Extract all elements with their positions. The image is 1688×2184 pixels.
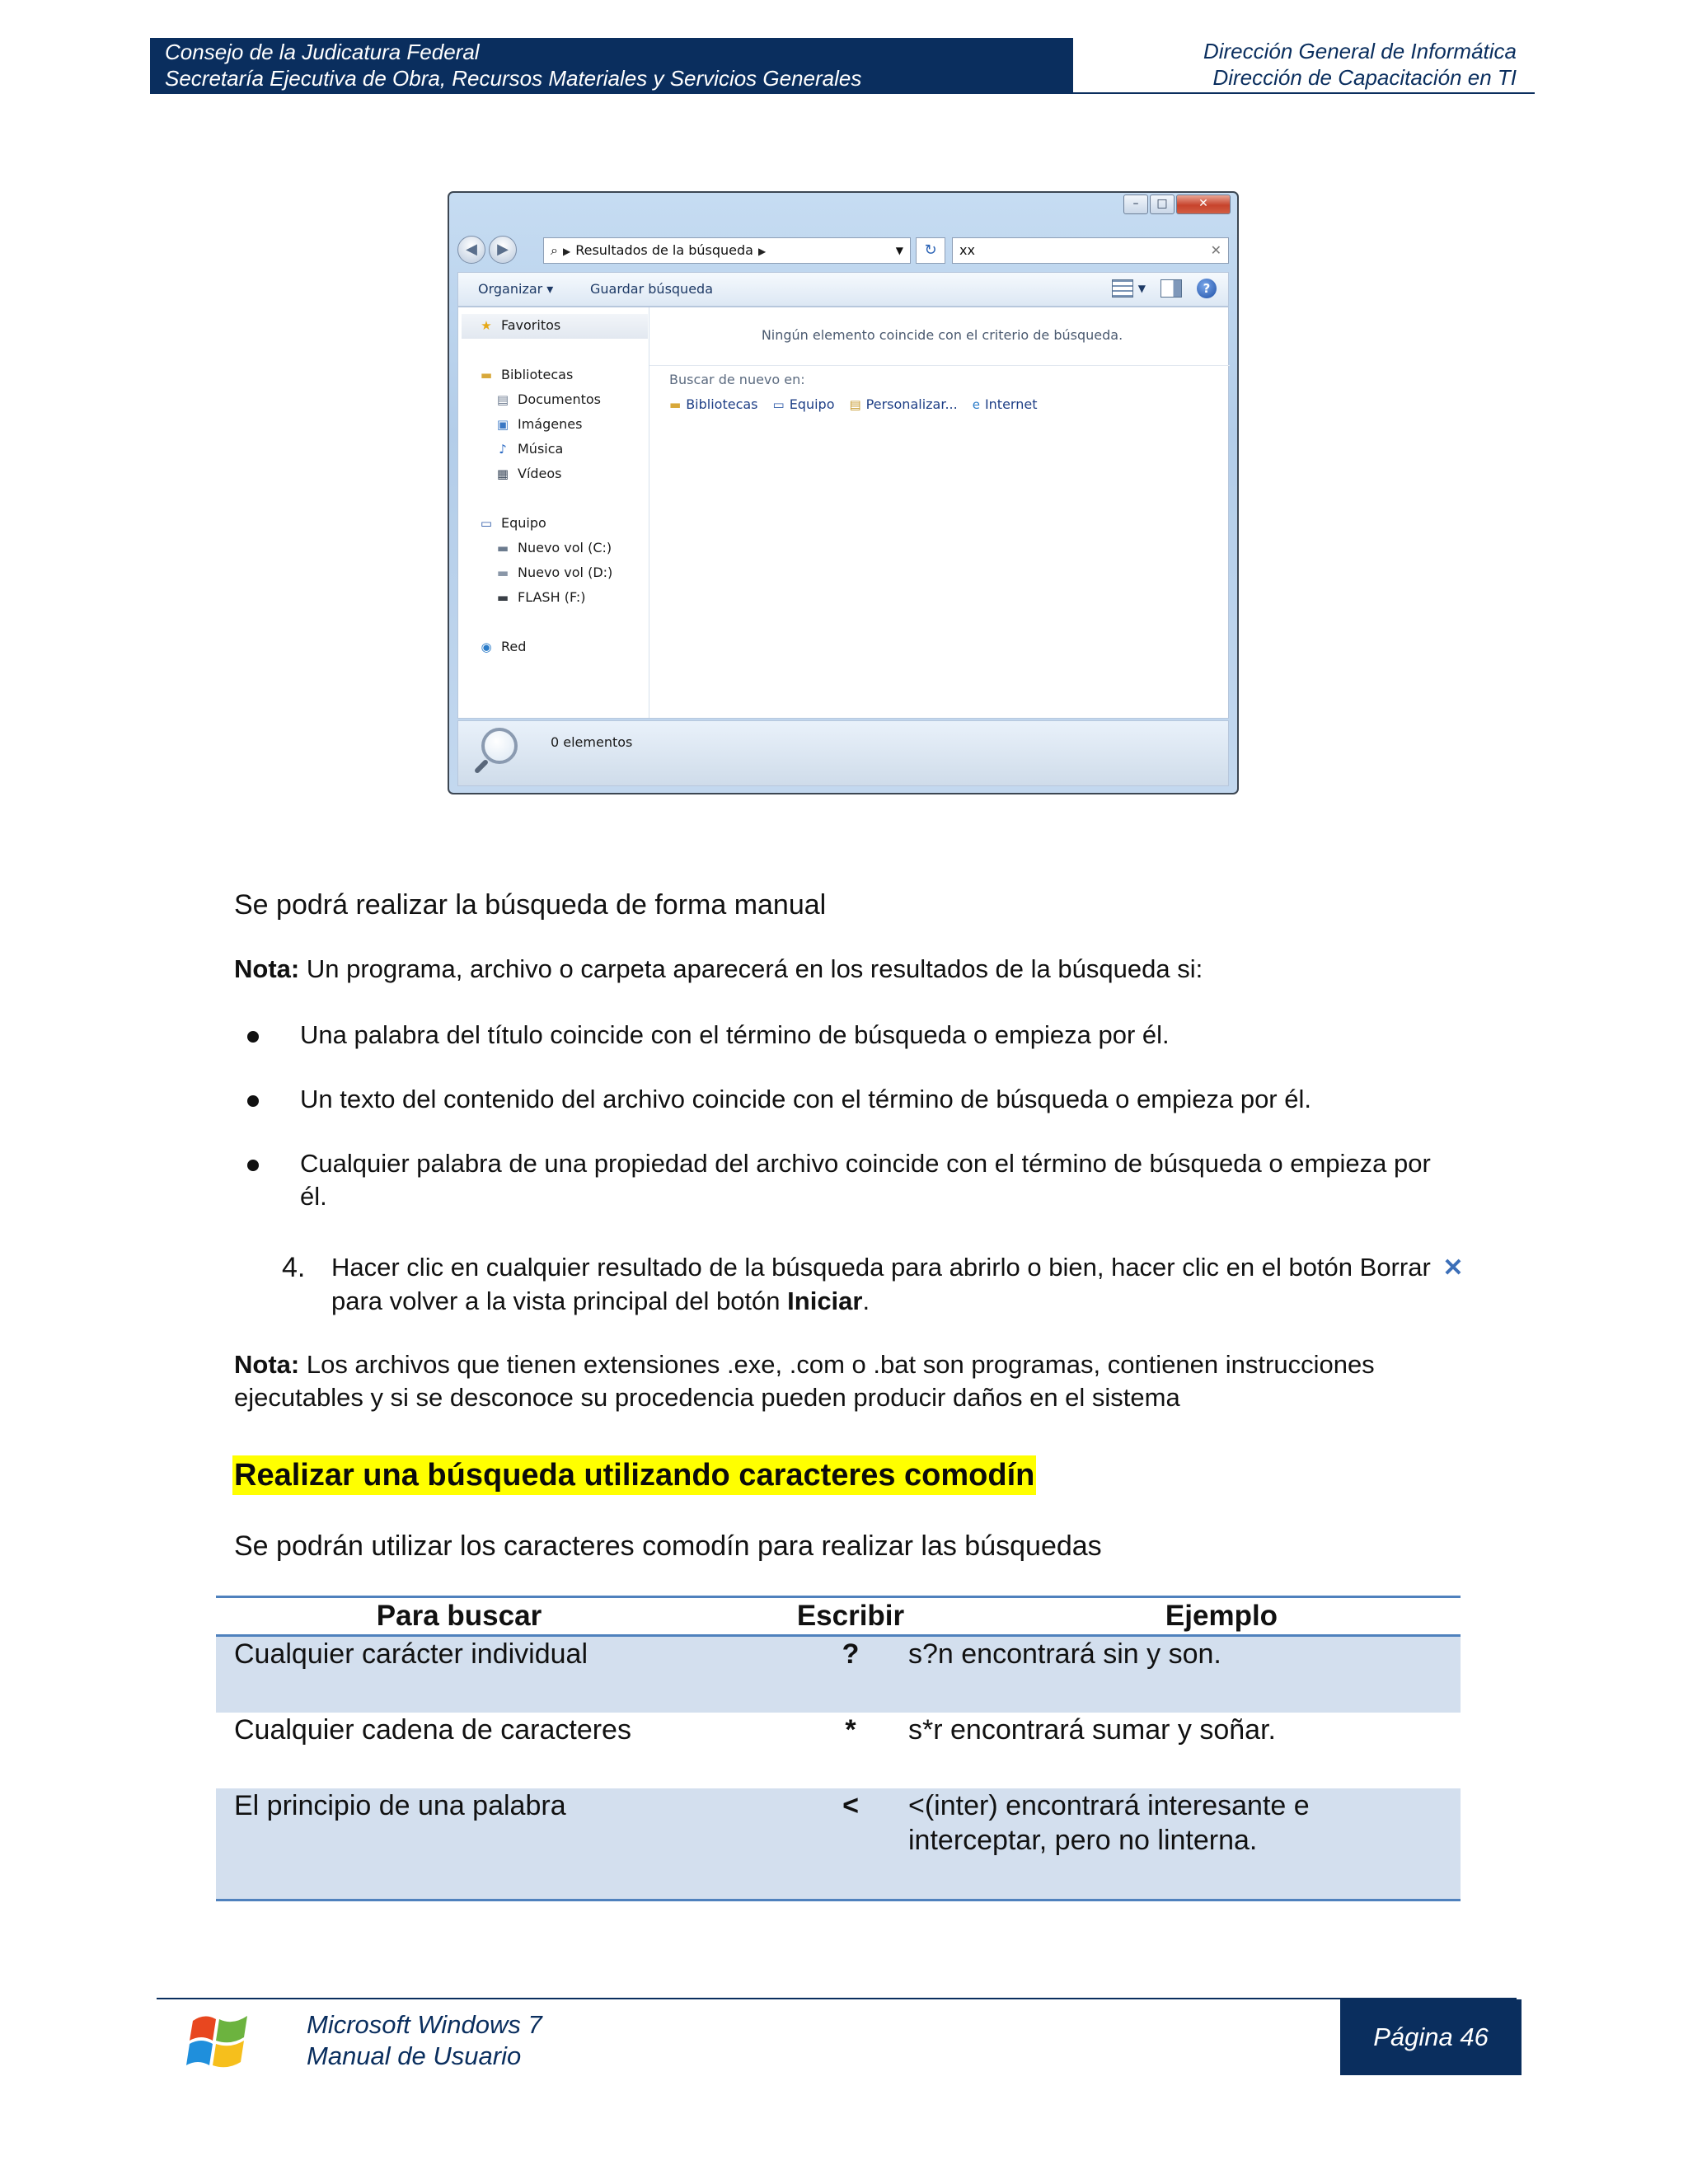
manual-search-text: Se podrá realizar la búsqueda de forma manual <box>234 889 827 921</box>
bullet-dot-icon <box>247 1095 259 1107</box>
minimize-icon[interactable]: – <box>1123 194 1148 214</box>
header-right <box>1080 38 1525 91</box>
search-input[interactable] <box>952 237 1229 264</box>
system-drive-icon: ▬ <box>496 540 509 555</box>
nav-music[interactable]: ♪ Música <box>495 441 563 457</box>
search-again-label: Buscar de nuevo en: <box>669 372 805 387</box>
nav-drive-c[interactable]: ▬ Nuevo vol (C:) <box>495 540 612 555</box>
nav-drive-f[interactable]: ▬ FLASH (F:) <box>495 589 586 605</box>
table-bottom-rule <box>216 1899 1461 1901</box>
windows-logo-icon <box>181 2004 257 2079</box>
search-again-internet[interactable]: e Internet <box>972 396 1038 412</box>
header-direction: Dirección General de Informática <box>1203 39 1517 63</box>
table-row <box>216 1637 1461 1713</box>
note-2 <box>234 1348 1470 1414</box>
images-icon: ▣ <box>496 416 509 432</box>
note-1 <box>234 953 1203 986</box>
cell-wildcard: ? <box>842 1638 860 1670</box>
organize-button[interactable]: Organizar ▾ <box>478 281 554 297</box>
back-arrow-icon[interactable]: ◀ <box>457 236 485 264</box>
header-example: Ejemplo <box>1165 1600 1278 1632</box>
cell-description: El principio de una palabra <box>234 1790 566 1821</box>
navigation-pane <box>458 307 649 718</box>
refresh-icon[interactable]: ↻ <box>916 237 945 264</box>
change-view-icon[interactable] <box>1112 279 1133 298</box>
libraries-folder-icon: ▬ <box>480 367 493 382</box>
message-divider <box>649 365 1230 366</box>
explorer-content <box>457 307 1229 719</box>
note-1-label: Nota: <box>234 954 300 983</box>
nav-documents[interactable]: ▤ Documentos <box>495 391 601 407</box>
command-bar <box>457 272 1229 307</box>
save-search-button[interactable]: Guardar búsqueda <box>590 281 713 297</box>
maximize-icon[interactable]: □ <box>1150 194 1175 214</box>
footer-manual: Manual de Usuario <box>307 2041 522 2070</box>
footer-product: Microsoft Windows 7 <box>307 2010 542 2039</box>
star-icon: ★ <box>481 317 492 333</box>
nav-drive-d[interactable]: ▬ Nuevo vol (D:) <box>495 565 612 580</box>
table-header <box>216 1598 1461 1634</box>
cell-example: <(inter) encontrará interesante e interceptar, pero no linterna. <box>908 1790 1310 1856</box>
footer-rule <box>157 1998 1517 1999</box>
view-dropdown-icon[interactable]: ▼ <box>1137 283 1146 294</box>
wildcards-intro: Se podrán utilizar los caracteres comodín para realizar las búsquedas <box>234 1530 1102 1562</box>
network-icon: ◉ <box>481 639 492 654</box>
help-icon[interactable]: ? <box>1197 279 1217 298</box>
address-bar[interactable]: ⌕ ▶ Resultados de la búsqueda ▶ ▼ <box>543 237 911 264</box>
start-button-label: Iniciar <box>787 1286 863 1315</box>
header-search-for: Para buscar <box>376 1600 542 1632</box>
cell-wildcard: * <box>845 1714 856 1746</box>
computer-icon: ▭ <box>480 515 493 531</box>
libraries-icon: ▬ <box>669 397 682 412</box>
header-rule <box>150 92 1535 94</box>
nav-videos[interactable]: ▦ Vídeos <box>495 466 562 481</box>
flash-drive-icon: ▬ <box>496 589 509 605</box>
cell-description: Cualquier carácter individual <box>234 1638 588 1670</box>
nav-favorites[interactable]: ★ Favoritos <box>478 317 560 333</box>
custom-folder-icon: ▤ <box>849 397 861 412</box>
nav-network[interactable]: ◉ Red <box>478 639 526 654</box>
search-again-custom[interactable]: ▤ Personalizar... <box>849 396 958 412</box>
note-1-text: Un programa, archivo o carpeta aparecerá en los resultados de la búsqueda si: <box>299 954 1203 983</box>
table-row <box>216 1713 1461 1788</box>
address-dropdown-icon[interactable]: ▼ <box>895 245 903 256</box>
magnifier-icon <box>481 728 518 764</box>
header-council: Consejo de la Judicatura Federal <box>165 40 480 64</box>
search-again-links <box>669 396 1037 412</box>
window-controls <box>1123 194 1231 214</box>
footer-title <box>307 2009 542 2072</box>
search-value: xx <box>959 242 975 258</box>
forward-arrow-icon[interactable]: ▶ <box>489 236 517 264</box>
section-heading: Realizar una búsqueda utilizando caracteres comodín <box>232 1455 1036 1495</box>
cell-example: s*r encontrará sumar y soñar. <box>908 1714 1276 1746</box>
clear-x-icon: ✕ <box>1442 1254 1464 1282</box>
step-number: 4. <box>282 1252 306 1283</box>
note-2-label: Nota: <box>234 1350 300 1379</box>
bullet-dot-icon <box>247 1160 259 1171</box>
bullet-text: Un texto del contenido del archivo coincide con el término de búsqueda o empieza por él. <box>300 1085 1311 1113</box>
header-secretariat: Secretaría Ejecutiva de Obra, Recursos Materiales y Servicios Generales <box>165 66 862 91</box>
search-folder-icon: ⌕ <box>551 242 558 258</box>
view-controls <box>1112 279 1217 298</box>
nav-libraries[interactable]: ▬ Bibliotecas <box>478 367 573 382</box>
search-again-computer[interactable]: ▭ Equipo <box>772 396 835 412</box>
videos-icon: ▦ <box>496 466 509 481</box>
navigation-bar <box>457 234 1229 267</box>
bullet-text: Una palabra del título coincide con el término de búsqueda o empieza por él. <box>300 1020 1170 1049</box>
explorer-window <box>448 191 1239 794</box>
page-number: Página 46 <box>1340 1999 1522 2075</box>
cell-example: s?n encontrará sin y son. <box>908 1638 1221 1670</box>
table-row <box>216 1788 1461 1899</box>
documents-icon: ▤ <box>496 391 509 407</box>
details-pane <box>457 720 1229 786</box>
nav-images[interactable]: ▣ Imágenes <box>495 416 582 432</box>
bullet-dot-icon <box>247 1031 259 1043</box>
internet-explorer-icon: e <box>972 397 980 412</box>
computer-icon: ▭ <box>772 397 785 412</box>
address-text: Resultados de la búsqueda <box>575 242 753 258</box>
preview-pane-icon[interactable] <box>1160 279 1182 298</box>
header-training: Dirección de Capacitación en TI <box>1212 65 1517 90</box>
header-type: Escribir <box>796 1600 905 1632</box>
nav-computer[interactable]: ▭ Equipo <box>478 515 546 531</box>
cell-description: Cualquier cadena de caracteres <box>234 1714 631 1746</box>
drive-icon: ▬ <box>496 565 509 580</box>
no-results-message: Ningún elemento coincide con el criterio de búsqueda. <box>761 327 1123 343</box>
cell-wildcard: < <box>842 1790 859 1821</box>
close-icon[interactable]: ✕ <box>1176 194 1231 214</box>
music-icon: ♪ <box>499 441 507 457</box>
step-text: Hacer clic en cualquier resultado de la búsqueda para abrirlo o bien, hacer clic en el botón Borrar ✕ para volver a la vista principal del botón Iniciar. <box>331 1253 1464 1315</box>
header-left-banner <box>150 38 1073 92</box>
bullet-text: Cualquier palabra de una propiedad del archivo coincide con el término de búsqueda o empieza por él. <box>300 1149 1431 1211</box>
search-again-libraries[interactable]: ▬ Bibliotecas <box>669 396 758 412</box>
clear-search-icon[interactable]: ✕ <box>1210 242 1221 258</box>
note-2-text: Los archivos que tienen extensiones .exe, .com o .bat son programas, contienen instrucciones ejecutables y si se desconoce su procedencia pueden producir daños en el sistema <box>234 1350 1375 1412</box>
item-count: 0 elementos <box>551 734 633 750</box>
